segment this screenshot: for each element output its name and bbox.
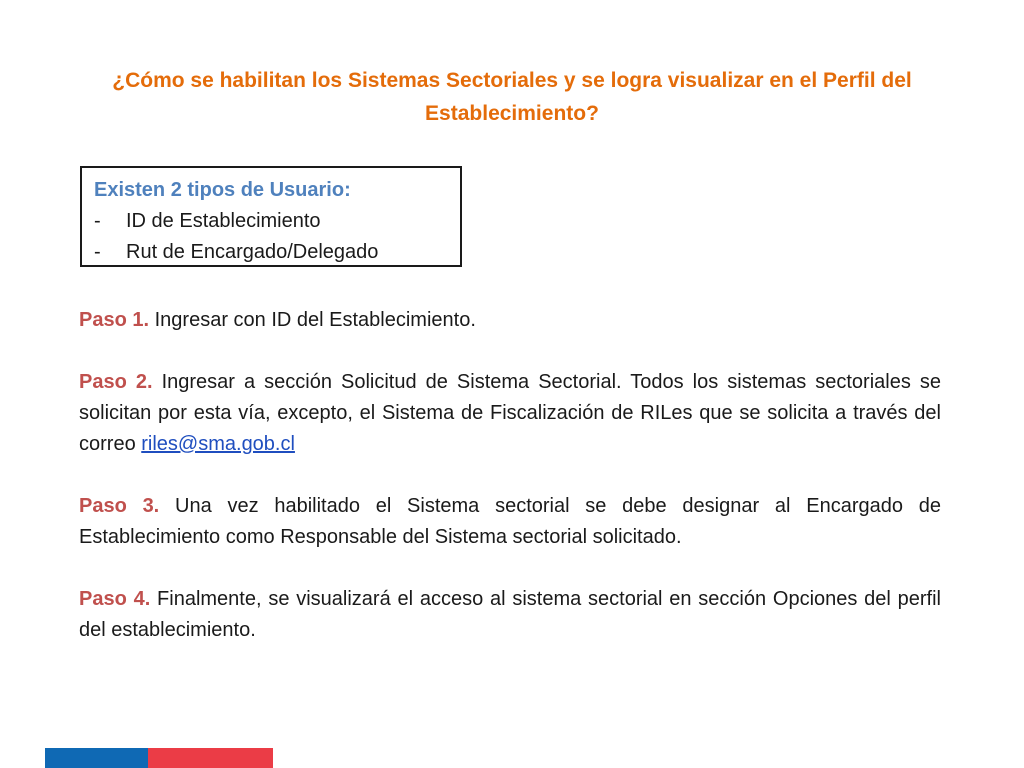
step-text: Finalmente, se visualizará el acceso al sistema sectorial en sección Opciones del perfil del establecimiento.	[79, 588, 941, 641]
step-4	[79, 584, 941, 646]
step-text: Una vez habilitado el Sistema sectorial se debe designar al Encargado de Establecimiento como Responsable del Sistema sectorial solicitado.	[79, 495, 941, 548]
step-text: Ingresar con ID del Establecimiento.	[149, 309, 476, 331]
step-3	[79, 491, 941, 553]
step-label: Paso 4.	[79, 588, 151, 610]
footer-flag-bar	[45, 748, 273, 768]
user-type-label: ID de Establecimiento	[126, 210, 321, 232]
user-types-heading: Existen 2 tipos de Usuario:	[94, 179, 351, 201]
step-1	[79, 305, 941, 336]
footer-bar-red	[148, 748, 273, 768]
bullet-dash: -	[94, 241, 101, 263]
bullet-dash: -	[94, 210, 101, 232]
steps-list	[79, 305, 941, 677]
step-label: Paso 2.	[79, 371, 153, 393]
user-type-label: Rut de Encargado/Delegado	[126, 241, 379, 263]
step-label: Paso 1.	[79, 309, 150, 331]
user-type-item	[94, 237, 450, 268]
footer-bar-blue	[45, 748, 148, 768]
email-link[interactable]: riles@sma.gob.cl	[141, 433, 295, 455]
user-type-item	[94, 206, 450, 237]
step-2	[79, 367, 941, 460]
step-text: Ingresar a sección Solicitud de Sistema Sectorial. Todos los sistemas sectoriales se solicitan por esta vía, excepto, el Sistema de Fiscalización de RILes que se solicita a través del correo	[79, 371, 941, 455]
step-label: Paso 3.	[79, 495, 160, 517]
slide-title: ¿Cómo se habilitan los Sistemas Sectoriales y se logra visualizar en el Perfil del Establecimiento?	[112, 69, 912, 125]
user-types-box	[80, 166, 462, 267]
